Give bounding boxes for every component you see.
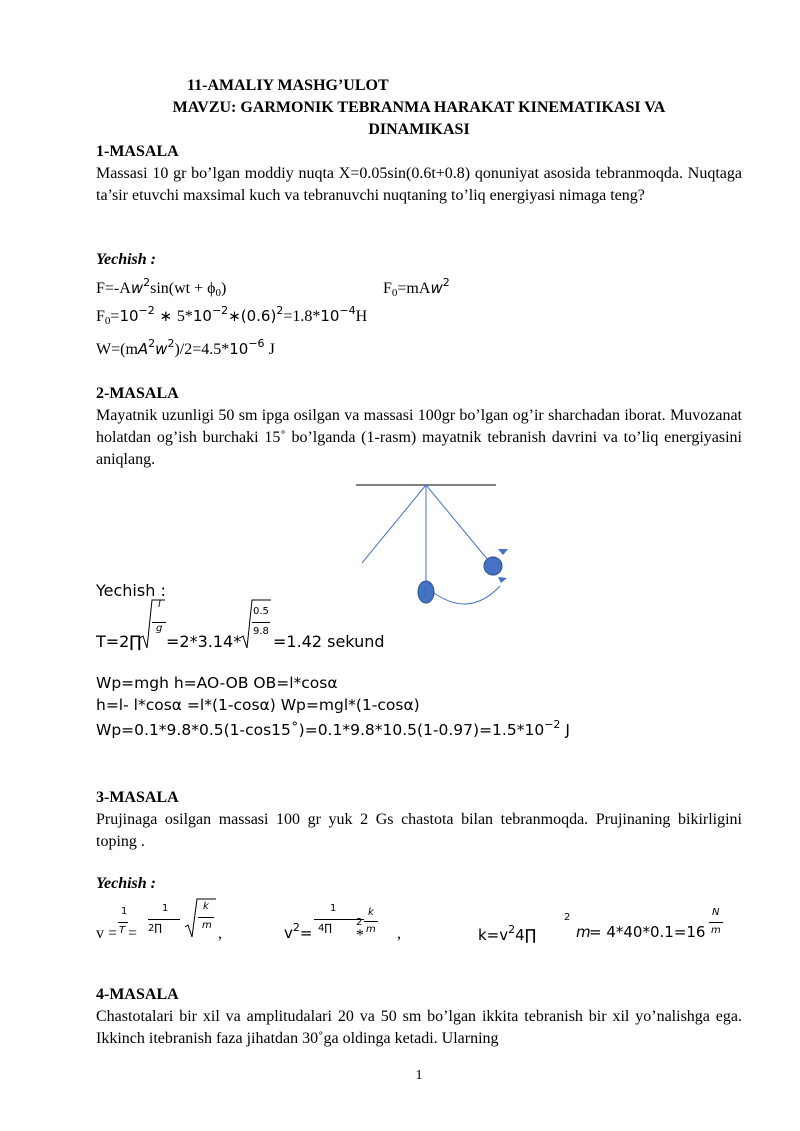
problem2-solution-label: Yechish : (96, 581, 166, 600)
arc-arrow-up-icon (498, 577, 507, 583)
topic-title-line2: DINAMIKASI (368, 121, 470, 138)
problem1-heading: 1-MASALA (96, 143, 179, 160)
problem4-text: Chastotalari bir xil va amplitudalari 20 va 50 sm bo’lgan ikkita tebranish bir xil yo’nalishga ega. Ikkinch itebranish faza jihatdan 30˚ga oldinga ketadi. Ularning (96, 1008, 742, 1047)
arc-arrow-down-icon (498, 549, 508, 555)
problem1-solution-label: Yechish : (96, 251, 156, 268)
problem3-text: Prujinaga osilgan massasi 100 gr yuk 2 Gs chastota bilan tebranmoqda. Prujinaning bikirligini toping . (96, 811, 742, 850)
problem1-text: Massasi 10 gr bo’lgan moddiy nuqta X=0.05sin(0.6t+0.8) qonuniyat asosida tebranmoqda. Nuqtaga ta’sir etuvchi maxsimal kuch va tebranuvchi nuqtaning to’liq energiyasi nimaga teng? (96, 165, 742, 204)
problem1-equation-energy: $W=(mA^2w^2)/2=4.5*10^{-6}$ J (96, 337, 275, 358)
problem4-heading: 4-MASALA (96, 986, 179, 1003)
pendulum-figure (350, 478, 510, 613)
pendulum-right-thread (426, 485, 488, 560)
problem3-heading: 3-MASALA (96, 789, 179, 806)
pendulum-ball-displaced (484, 557, 502, 575)
problem3-solution-label: Yechish : (96, 875, 156, 892)
problem1-equation-max-force: $F_0=mAw^2$ (383, 276, 450, 299)
page-number: 1 (415, 1068, 423, 1083)
problem2-heading: 2-MASALA (96, 385, 179, 402)
problem2-energy-line1: Wp=mgh h=AO-OB OB=l*cosα (96, 674, 338, 692)
lesson-title: 11-AMALIY MASHG’ULOT (187, 77, 389, 94)
pendulum-left-thread (362, 485, 426, 563)
problem1-equation-force: $F=-Aw^2\sin(wt + \phi_0)$ (96, 276, 227, 299)
sqrt-sign-icon (185, 897, 217, 941)
problem3-formulas: v = 1 T = 1 2∏ k m , $v^2=$ 1 4∏ 2 * k m , $k=v^24\prod$ 2 m = 4*40*0.1=16 N m (0, 897, 800, 947)
problem2-period-formula: T=2∏ l g =2*3.14* 0.5 9.8 =1.42 sekund (96, 599, 385, 651)
topic-title-line1: MAVZU: GARMONIK TEBRANMA HARAKAT KINEMATIKASI VA (172, 99, 666, 116)
problem2-energy-line3: $Wp=0.1*9.8*0.5(1-\cos 15˚)=0.1*9.8*10.5(1-0.97)=1.5*10^{-2}$ J (96, 718, 570, 739)
problem2-energy-line2: h=l- l*cosα =l*(1-cosα) Wp=mgl*(1-cosα) (96, 696, 420, 714)
problem2-text: Mayatnik uzunligi 50 sm ipga osilgan va massasi 100gr bo’lgan og’ir sharchadan iborat. Muvozanat holatdan og’ish burchaki 15˚ bo’lganda (1-rasm) mayatnik tebranish davrini va to’liq energiyasini aniqlang. (96, 407, 742, 468)
problem1-equation-force-value: $F_0=10^{-2}$ ∗ $5*10^{-2}∗(0.6)^2=1.8*10^{-4}H$ (96, 304, 368, 327)
